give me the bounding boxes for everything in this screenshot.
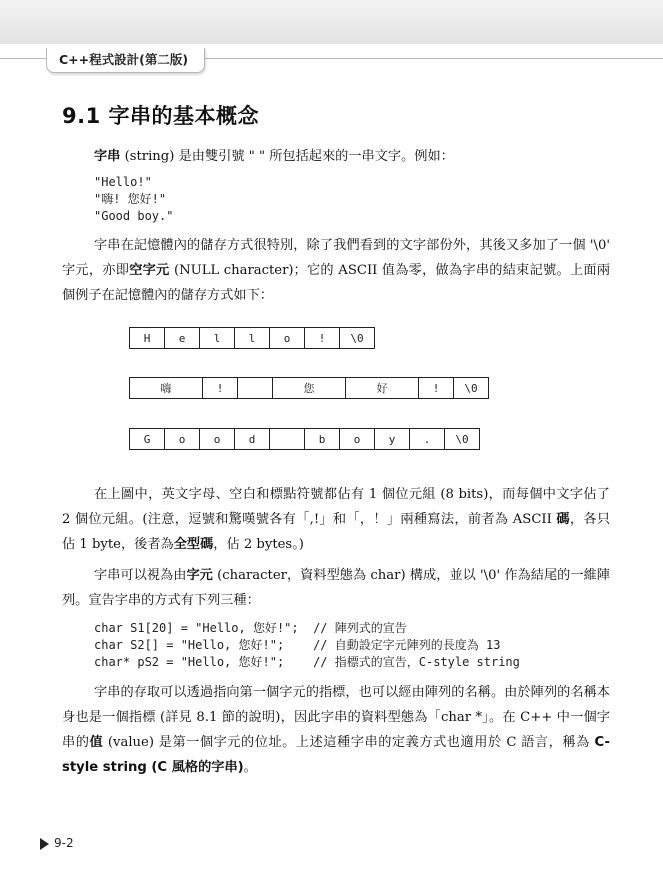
term-code: 碼 bbox=[556, 512, 570, 527]
page-footer bbox=[40, 836, 74, 850]
memory-cell: ! bbox=[202, 377, 238, 399]
memory-cell: 嗨 bbox=[129, 377, 203, 399]
memory-cell: b bbox=[304, 428, 340, 450]
book-title-tab bbox=[46, 48, 205, 73]
memory-cell: l bbox=[234, 327, 270, 349]
memory-cell: \0 bbox=[453, 377, 489, 399]
term-c-style-string: C-style string (C 風格的字串) bbox=[62, 735, 610, 775]
memory-cell: o bbox=[269, 327, 305, 349]
header-rule-right bbox=[200, 58, 663, 59]
example-line: "Hello!" bbox=[94, 175, 152, 189]
paragraph-4-text-a: 字串可以視為由 bbox=[94, 568, 187, 583]
example-line: "Good boy." bbox=[94, 209, 174, 223]
paragraph-5 bbox=[62, 680, 610, 780]
paragraph-2-text-b: (NULL character)；它的 ASCII 值為零，做為字串的結束記號。上面兩個例子在記憶體內的儲存方式如下： bbox=[62, 263, 610, 303]
page-number: 9-2 bbox=[54, 836, 74, 850]
code-line: char S1[20] = "Hello, 您好!"; // 陣列式的宣告 bbox=[94, 621, 407, 635]
example-line: "嗨! 您好!" bbox=[94, 192, 167, 206]
paragraph-5-text-c: 。 bbox=[243, 760, 257, 775]
paragraph-2-text-a: 字串在記憶體內的儲存方式很特別，除了我們看到的文字部份外，其後又多加了一個 '\0' 字元，亦即 bbox=[62, 238, 610, 278]
memory-cell: \0 bbox=[339, 327, 375, 349]
memory-cell: o bbox=[164, 428, 200, 450]
memory-cell: \0 bbox=[444, 428, 480, 450]
memory-cell: 好 bbox=[345, 377, 419, 399]
declaration-code bbox=[94, 620, 520, 671]
memory-row-goodboy bbox=[130, 428, 480, 450]
memory-cell: H bbox=[129, 327, 165, 349]
term-fullwidth: 全型碼 bbox=[173, 537, 214, 552]
code-line: char S2[] = "Hello, 您好!"; // 自動設定字元陣列的長度為 13 bbox=[94, 638, 501, 652]
memory-cell: l bbox=[199, 327, 235, 349]
term-null-char: 空字元 bbox=[129, 263, 170, 278]
play-arrow-icon bbox=[40, 838, 49, 850]
memory-cell: e bbox=[164, 327, 200, 349]
paragraph-3 bbox=[62, 482, 610, 557]
paragraph-3-text-c: ，佔 2 bytes。) bbox=[213, 537, 304, 552]
paragraph-2 bbox=[62, 233, 610, 308]
memory-cell bbox=[269, 428, 305, 450]
string-examples bbox=[94, 174, 173, 225]
term-value: 值 bbox=[89, 735, 104, 750]
paragraph-1-text: (string) 是由雙引號 " " 所包括起來的一串文字。例如： bbox=[120, 149, 454, 164]
memory-cell: . bbox=[409, 428, 445, 450]
paragraph-4 bbox=[62, 563, 610, 613]
memory-cell: y bbox=[374, 428, 410, 450]
header-rule-left bbox=[0, 58, 48, 59]
paragraph-3-text-a: 在上圖中，英文字母、空白和標點符號都佔有 1 個位元組 (8 bits)，而每個中文字佔了 2 個位元組。(注意，逗號和驚嘆號各有「,!」和「，！」兩種寫法，前者為 ASCII bbox=[62, 487, 610, 527]
memory-row-hello bbox=[130, 327, 375, 349]
memory-cell: G bbox=[129, 428, 165, 450]
term-string: 字串 bbox=[94, 149, 121, 164]
paragraph-1 bbox=[62, 144, 610, 169]
paragraph-3-text-b: ，各只佔 1 byte，後者為 bbox=[62, 512, 611, 552]
code-line: char* pS2 = "Hello, 您好!"; // 指標式的宣告，C-style string bbox=[94, 655, 520, 669]
memory-row-hi bbox=[130, 377, 489, 399]
section-title: 9.1 字串的基本概念 bbox=[62, 104, 260, 128]
memory-cell bbox=[237, 377, 273, 399]
memory-cell: ! bbox=[304, 327, 340, 349]
paragraph-5-text-a: 字串的存取可以透過指向第一個字元的指標，也可以經由陣列的名稱。由於陣列的名稱本身也是一個指標 (詳見 8.1 節的說明)，因此字串的資料型態為「char *」。在 C++ 中一個字串的 bbox=[62, 685, 610, 750]
memory-cell: 您 bbox=[272, 377, 346, 399]
paragraph-4-text-b: (character，資料型態為 char) 構成，並以 '\0' 作為結尾的一維陣列。宣告字串的方式有下列三種： bbox=[62, 568, 610, 608]
paragraph-5-text-b: (value) 是第一個字元的位址。上述這種字串的定義方式也適用於 C 語言，稱為 bbox=[103, 735, 595, 750]
memory-cell: o bbox=[199, 428, 235, 450]
page-header bbox=[0, 0, 663, 78]
memory-cell: ! bbox=[418, 377, 454, 399]
book-title: C++程式設計(第二版) bbox=[59, 52, 189, 67]
memory-cell: o bbox=[339, 428, 375, 450]
header-band bbox=[0, 0, 663, 44]
term-char: 字元 bbox=[186, 568, 213, 583]
memory-cell: d bbox=[234, 428, 270, 450]
